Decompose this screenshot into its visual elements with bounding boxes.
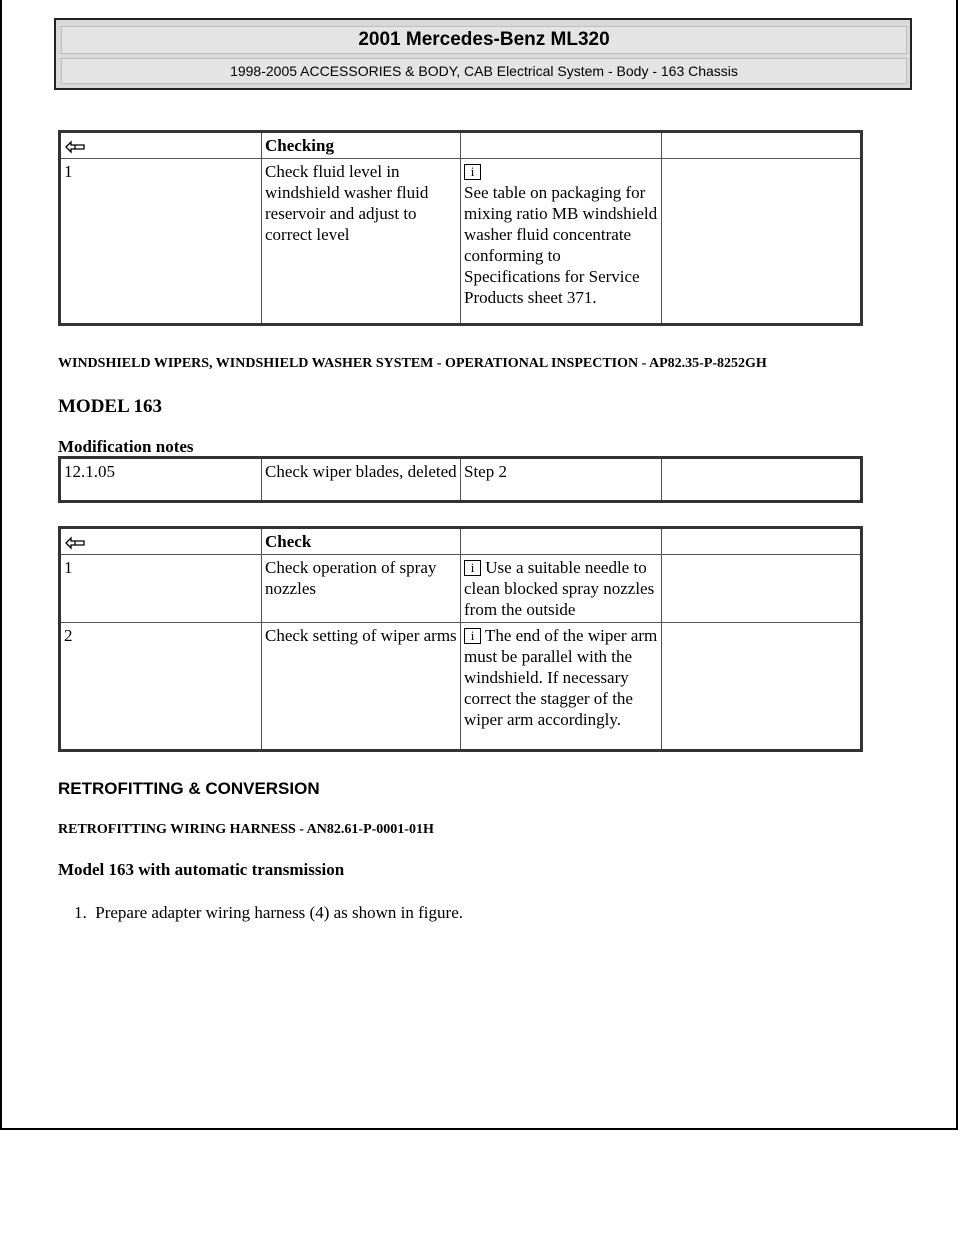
table-row bbox=[60, 159, 862, 325]
header-title: 2001 Mercedes-Benz ML320 bbox=[61, 26, 907, 54]
header-subtitle: 1998-2005 ACCESSORIES & BODY, CAB Electrical System - Body - 163 Chassis bbox=[61, 58, 907, 84]
list-item-number: 1. bbox=[74, 903, 87, 922]
table-header-label: Check bbox=[262, 528, 461, 555]
step-note: The end of the wiper arm must be parallel with the windshield. If necessary correct the stagger of the wiper arm accordingly. bbox=[464, 626, 658, 729]
info-icon: i bbox=[464, 164, 481, 180]
list-item-text: Prepare adapter wiring harness (4) as shown in figure. bbox=[95, 903, 463, 922]
page-border-bottom bbox=[0, 1128, 958, 1130]
modification-notes-title: Modification notes bbox=[58, 437, 194, 456]
tool-icon bbox=[64, 536, 86, 550]
step-number: 1 bbox=[60, 159, 262, 325]
info-icon: i bbox=[464, 628, 481, 644]
check-table bbox=[58, 526, 863, 752]
step-note: See table on packaging for mixing ratio MB windshield washer fluid concentrate conforming to Specifications for Service Products sheet 371. bbox=[464, 183, 658, 307]
checking-table bbox=[58, 130, 863, 326]
tool-icon bbox=[64, 140, 86, 154]
step-action: Check fluid level in windshield washer fluid reservoir and adjust to correct level bbox=[262, 159, 461, 325]
retrofitting-title: RETROFITTING WIRING HARNESS - AN82.61-P-0001-01H bbox=[58, 822, 434, 837]
page-border-right bbox=[956, 0, 958, 1130]
page-border-left bbox=[0, 0, 2, 1130]
step-number: 1 bbox=[60, 555, 262, 623]
table-header-row bbox=[60, 132, 862, 159]
step-action: Check operation of spray nozzles bbox=[262, 555, 461, 623]
list-item bbox=[74, 903, 463, 923]
table-header-label: Checking bbox=[262, 132, 461, 159]
step-note: Use a suitable needle to clean blocked spray nozzles from the outside bbox=[464, 558, 655, 619]
model-title: MODEL 163 bbox=[58, 396, 162, 417]
mod-ref: Step 2 bbox=[461, 458, 662, 502]
step-action: Check setting of wiper arms bbox=[262, 623, 461, 751]
table-header-row bbox=[60, 528, 862, 555]
mod-change: Check wiper blades, deleted bbox=[262, 458, 461, 502]
table-row bbox=[60, 458, 862, 502]
table-row bbox=[60, 623, 862, 751]
mod-date: 12.1.05 bbox=[60, 458, 262, 502]
page-header bbox=[54, 18, 912, 90]
info-icon: i bbox=[464, 560, 481, 576]
retrofitting-model: Model 163 with automatic transmission bbox=[58, 860, 345, 879]
retrofitting-heading: RETROFITTING & CONVERSION bbox=[58, 779, 320, 798]
section-title: WINDSHIELD WIPERS, WINDSHIELD WASHER SYSTEM - OPERATIONAL INSPECTION - AP82.35-P-8252GH bbox=[58, 356, 767, 371]
step-number: 2 bbox=[60, 623, 262, 751]
table-row bbox=[60, 555, 862, 623]
modification-table bbox=[58, 456, 863, 503]
